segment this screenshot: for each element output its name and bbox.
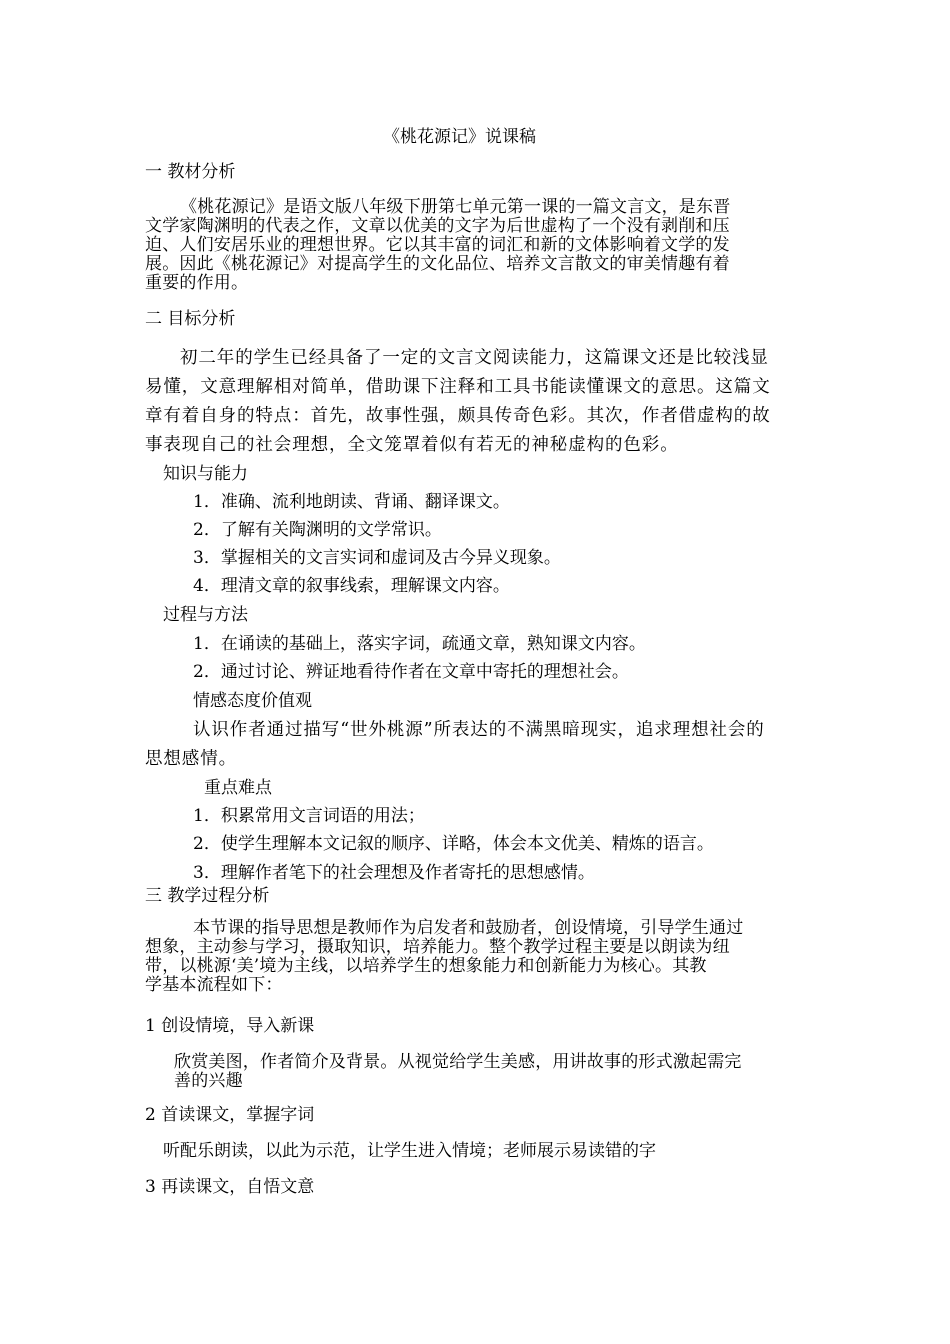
paragraph-line: 初二年的学生已经具备了一定的文言文阅读能力，这篇课文还是比较浅显 (180, 348, 769, 368)
list-item: 1．在诵读的基础上，落实字词，疏通文章，熟知课文内容。 (193, 634, 646, 654)
section-heading-goals: 二 目标分析 (145, 309, 236, 329)
subheading-process: 过程与方法 (163, 605, 248, 625)
paragraph-line: 思想感情。 (145, 749, 237, 769)
paragraph-line: 文学家陶渊明的代表之作，文章以优美的文字为后世虚构了一个没有剥削和压 (145, 216, 730, 236)
paragraph-line: 事表现自己的社会理想，全文笼罩着似有若无的神秘虚构的色彩。 (145, 435, 679, 455)
paragraph-line: 善的兴趣 (174, 1071, 243, 1091)
paragraph-line: 想象，主动参与学习，摄取知识，培养能力。整个教学过程主要是以朗读为纽 (145, 937, 730, 957)
paragraph-line: 《桃花源记》是语文版八年级下册第七单元第一课的一篇文言文，是东晋 (180, 197, 731, 217)
subheading-knowledge: 知识与能力 (163, 464, 248, 484)
step-heading-3: 3 再读课文，自悟文意 (145, 1177, 315, 1197)
list-item: 3．理解作者笔下的社会理想及作者寄托的思想感情。 (193, 863, 595, 883)
list-item: 3．掌握相关的文言实词和虚词及古今异义现象。 (193, 548, 561, 568)
paragraph-line: 易懂，文意理解相对简单，借助课下注释和工具书能读懂课文的意思。这篇文 (145, 377, 771, 397)
step-heading-1: 1 创设情境，导入新课 (145, 1016, 315, 1036)
paragraph-line: 本节课的指导思想是教师作为启发者和鼓励者，创设情境，引导学生通过 (193, 918, 744, 938)
paragraph-line: 重要的作用。 (145, 273, 249, 293)
list-item: 4．理清文章的叙事线索，理解课文内容。 (193, 576, 510, 596)
subheading-emotion: 情感态度价值观 (193, 691, 312, 711)
document-title: 《桃花源记》说课稿 (383, 127, 536, 147)
paragraph-line: 章有着自身的特点：首先，故事性强，颇具传奇色彩。其次，作者借虚构的故 (145, 406, 771, 426)
section-heading-materials: 一 教材分析 (145, 162, 236, 182)
list-item: 2．通过讨论、辨证地看待作者在文章中寄托的理想社会。 (193, 662, 629, 682)
paragraph-line: 学基本流程如下： (145, 975, 283, 995)
subheading-key-points: 重点难点 (204, 778, 272, 798)
list-item: 2．了解有关陶渊明的文学常识。 (193, 520, 442, 540)
paragraph-line: 带，以桃源‘美’境为主线，以培养学生的想象能力和创新能力为核心。其教 (145, 956, 707, 976)
section-heading-process-analysis: 三 教学过程分析 (145, 886, 270, 906)
paragraph-line: 迫、人们安居乐业的理想世界。它以其丰富的词汇和新的文体影响着文学的发 (145, 235, 730, 255)
step-heading-2: 2 首读课文，掌握字词 (145, 1105, 315, 1125)
list-item: 1．积累常用文言词语的用法； (193, 806, 425, 826)
step-body-2: 听配乐朗读，以此为示范，让学生进入情境；老师展示易读错的字 (163, 1141, 656, 1161)
paragraph-line: 展。因此《桃花源记》对提高学生的文化品位、培养文言散文的审美情趣有着 (145, 254, 730, 274)
list-item: 1．准确、流利地朗读、背诵、翻译课文。 (193, 492, 510, 512)
paragraph-line: 欣赏美图，作者简介及背景。从视觉给学生美感，用讲故事的形式激起需完 (174, 1052, 742, 1072)
list-item: 2．使学生理解本文记叙的顺序、详略，体会本文优美、精炼的语言。 (193, 834, 714, 854)
paragraph-line: 认识作者通过描写“世外桃源”所表达的不满黑暗现实，追求理想社会的 (193, 720, 765, 740)
